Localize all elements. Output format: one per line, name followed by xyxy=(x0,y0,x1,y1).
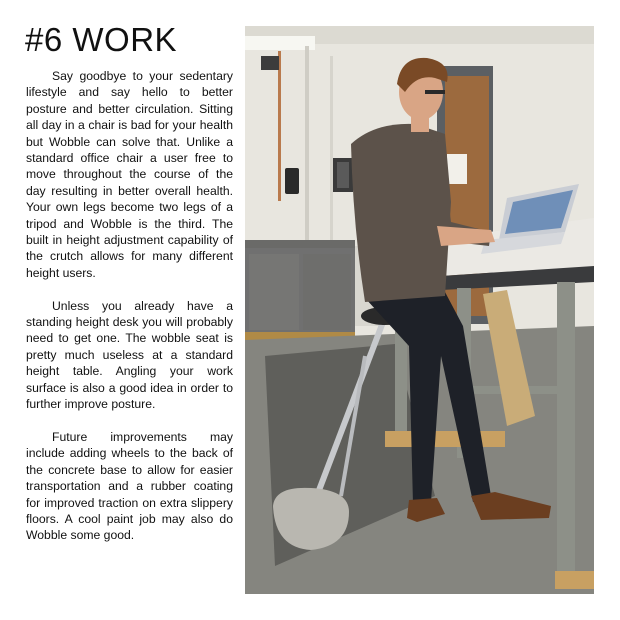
desk-leg-front xyxy=(557,282,575,572)
body-text xyxy=(26,68,233,560)
page-title: #6 WORK xyxy=(25,21,178,58)
paragraph-improvements: Future improvements may include adding wheels to the back of the concrete base to allow for easier transportation and a rubber coating for improved traction on extra slippery floors. A cool paint job may also do Wobble some good. xyxy=(26,429,233,543)
soap-dispenser xyxy=(285,168,299,194)
wood-block xyxy=(385,431,505,447)
glasses xyxy=(425,90,445,94)
ceiling-light xyxy=(245,36,315,50)
paragraph-intro: Say goodbye to your sedentary lifestyle and say hello to better posture and better circulation. Sitting all day in a chair is bad for your health but Wobble can solve that. Unlike a standard office chair a user free to move throughout the course of the day resulting in better overall health. Your own legs become two legs of a tripod and Wobble is the third. The built in height adjustment capability of the crutch allows for many different height users. xyxy=(26,69,233,280)
door-sign xyxy=(447,154,467,184)
photo-man-at-standing-desk xyxy=(245,26,594,594)
paragraph-desk: Unless you already have a standing height desk you will probably need to get one. The wobble seat is pretty much useless at a standard height table. Angling your work surface is also a good idea in order to further improve posture. xyxy=(26,298,233,412)
